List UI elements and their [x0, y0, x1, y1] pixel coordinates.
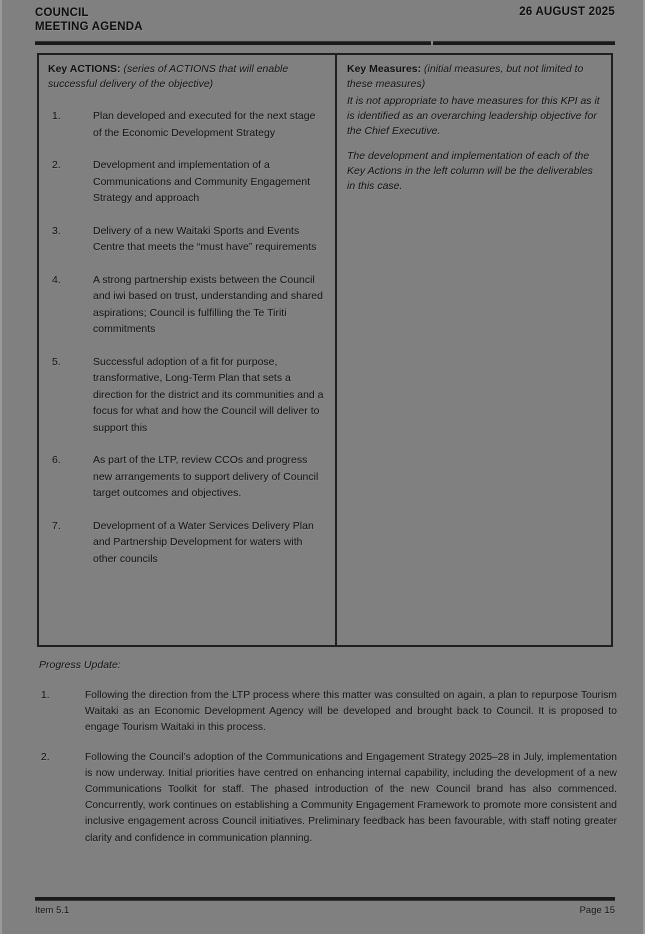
key-actions-heading-label: Key ACTIONS: [48, 63, 121, 75]
kpi-table [37, 53, 613, 647]
list-item-text: Successful adoption of a fit for purpose, transformative, Long-Term Plan that sets a direction for the district and its communities and a focus for what and how the Council will deliver to support this [93, 355, 324, 434]
progress-update-title: Progress Update: [39, 659, 121, 671]
key-actions-heading [48, 62, 326, 92]
list-item [48, 108, 326, 141]
list-item-text: Delivery of a new Waitaki Sports and Events Centre that meets the “must have” requirements [93, 224, 317, 253]
list-item-number: 1. [41, 690, 50, 701]
list-item-text: As part of the LTP, review CCOs and progress new arrangements to support delivery of Council target outcomes and objectives. [93, 454, 319, 499]
agenda-title-line2: MEETING AGENDA [35, 21, 143, 33]
key-measures-heading [347, 62, 602, 92]
list-item-number: 2. [52, 159, 61, 171]
list-item [48, 272, 326, 338]
list-item [48, 518, 326, 568]
list-item-text: Development of a Water Services Delivery Plan and Partnership Development for waters with other councils [93, 519, 314, 565]
key-actions-column [39, 55, 337, 645]
list-item-number: 1. [52, 110, 61, 122]
list-item-text: Following the direction from the LTP process where this matter was consulted on again, a plan to repurpose Tourism Waitaki as an Economic Development Agency will be developed and brought back to Council. It is proposed to engage Tourism Waitaki in this process. [85, 690, 617, 734]
key-measures-column [337, 55, 611, 645]
agenda-title [35, 6, 143, 34]
key-measures-heading-note: (initial measures, but not limited to these measures) [347, 63, 584, 90]
list-item [48, 157, 326, 207]
list-item-number: 5. [52, 355, 61, 368]
page-footer [35, 905, 615, 921]
header-divider [35, 41, 615, 45]
key-actions-list [48, 108, 326, 567]
footer-divider [35, 897, 615, 901]
list-item-number: 2. [41, 751, 50, 763]
list-item [48, 452, 326, 502]
agenda-title-line1: COUNCIL [35, 7, 89, 19]
key-actions-heading-note: (series of ACTIONS that will enable successful delivery of the objective) [48, 63, 289, 90]
list-item-text: Development and implementation of a Communications and Community Engagement Strategy and approach [93, 159, 311, 204]
list-item-number: 3. [52, 224, 61, 237]
list-item-text: A strong partnership exists between the Council and iwi based on trust, understanding and shared aspirations; Council is fulfilling the Te Tiriti commitments [93, 273, 323, 335]
footer-page-number: Page 15 [579, 905, 615, 916]
list-item-text: Plan developed and executed for the next stage of the Economic Development Strategy [93, 110, 316, 139]
key-measures-paragraph: The development and implementation of each of the Key Actions in the left column will be the deliverables in this case. [347, 150, 593, 192]
progress-update-list [39, 688, 617, 860]
key-measures-heading-label: Key Measures: [347, 63, 422, 75]
list-item-text: Following the Council’s adoption of the Communications and Engagement Strategy 2025–28 in July, implementation is now underway. Initial priorities have centred on enhancing internal capability, including the development of a new Communications Toolkit for staff. The phased introduction of the new Council brand has also commenced. Concurrently, work continues on establishing a Community Engagement Framework to promote more consistent and inclusive engagement across Council initiatives. Preliminary feedback has been favourable, with staff noting greater clarity and confidence in communication planning. [85, 751, 617, 844]
list-item [48, 354, 326, 437]
list-item-number: 4. [52, 273, 61, 286]
list-item [39, 688, 617, 737]
footer-item-label: Item 5.1 [35, 905, 70, 916]
list-item [48, 223, 326, 256]
list-item-number: 6. [52, 454, 61, 466]
page-header [35, 6, 615, 38]
key-measures-paragraph: It is not appropriate to have measures for this KPI as it is identified as an overarching leadership objective for the Chief Executive. [347, 95, 600, 137]
list-item-number: 7. [52, 519, 61, 532]
list-item [39, 750, 617, 847]
meeting-date: 26 AUGUST 2025 [519, 6, 615, 18]
